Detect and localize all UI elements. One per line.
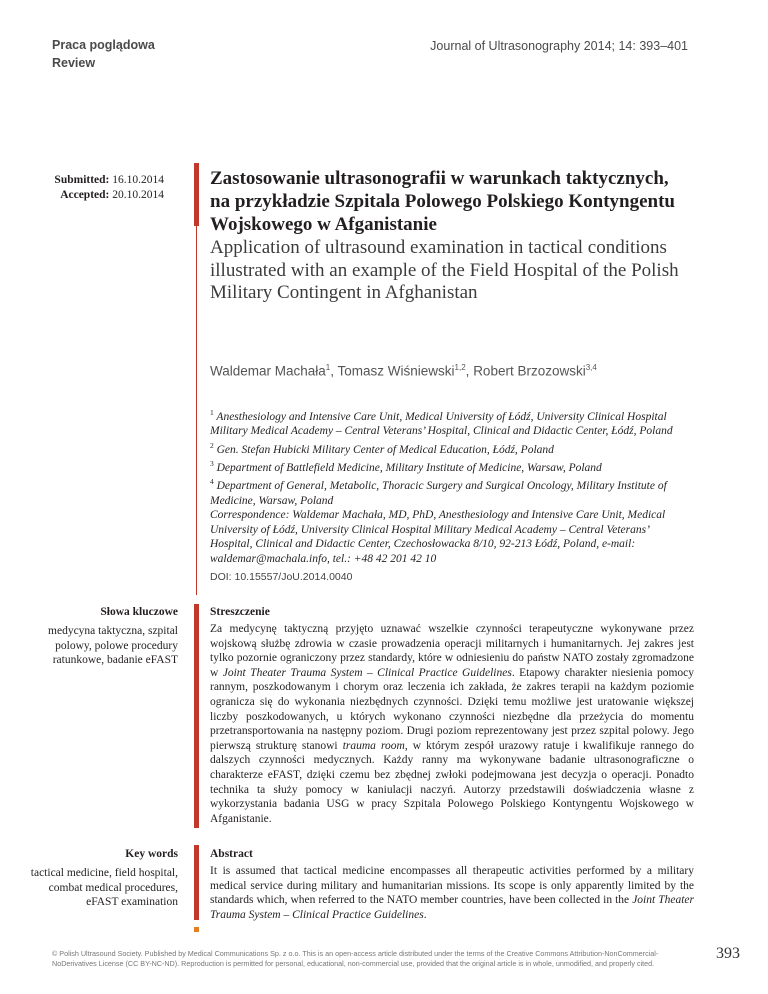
abstract-text: It is assumed that tactical medicine encompasses all therapeutic activities performed by a military medical service during military and humanitarian missions. Its scope is only apparently limited by the standards which, when referred to the NATO member countries, have been collected in the [210,865,694,907]
keywords-english: tactical medicine, field hospital, combat medical procedures, eFAST examination [30,867,178,908]
author-affiliation-marker: 1,2 [454,363,466,372]
affiliation-item [210,439,688,457]
abstract-text: , w którym zespół urazowy ratuje i kwalifikuje rannego do dalszych czynności medycznych. Każdy ranny ma wykonywane badanie ultrasonograficzne o charakterze eFAST, dzięki czemu bez zbędnej zwłoki podejmowana jest decyzja o operacji. Ponadto technika ta służy pomocy w kaniulacji naczyń. Autorzy przedstawili doświadczenia własne z wykorzystania badania USG w pracy Szpitala Polowego Polskiego Kontyngentu Wojskowego w Afganistanie. [210,739,694,825]
accepted-value: 20.10.2014 [112,188,164,201]
abstract-text: . Etapowy charakter niesienia pomocy rannym, poszkodowanym i chorym oraz leczenia ich zakłada, że zakres terapii na każdym poziomie ogranicza się do wykonania niezbędnych czynności. Dzięki temu możliwe jest uratowanie większej liczby poszkodowanych, u których wykonano czynności niezbędne dla przeżycia do momentu przetransportowania na następny poziom. Drugi poziom reprezentowany jest przez szpital polowy. Jego pierwszą strukturę stanowi [210,666,695,752]
continuation-marker [194,927,199,932]
correspondence: Correspondence: Waldemar Machała, MD, PhD, Anesthesiology and Intensive Care Unit, Medical University of Łódź, University Clinical Hospital Military Medical Academy – Central Veterans’ Hospital, Clinical and Didactic Center, Czechosłowacka 8/10, 92-213 Łódź, Poland, e-mail: waldemar@machala.info, tel.: +48 42 201 42 10 [210,509,666,565]
affiliation-text: Department of Battlefield Medicine, Military Institute of Medicine, Warsaw, Poland [213,461,602,474]
affiliation-item [210,457,688,475]
abstract-english [210,864,694,922]
author-name: Tomasz Wiśniewski [337,363,455,379]
title-accent-line [196,226,197,595]
title-accent-bar [194,163,199,226]
abstract-english-accent-bar [194,845,199,920]
abstract-polish-heading: Streszczenie [210,606,270,618]
abstract-polish-accent-bar [194,604,199,828]
author-list [210,363,597,379]
affiliation-number: 1 [210,408,214,417]
affiliation-number: 2 [210,440,214,450]
affiliation-item [210,475,688,508]
keywords-english-heading: Key words [125,848,178,860]
submitted-value: 16.10.2014 [112,174,164,186]
accepted-date [30,188,164,203]
title-english: Application of ultrasound examination in tactical conditions illustrated with an example of the Field Hospital of the Polish Military Contingent in Afghanistan [210,237,679,303]
page-number: 393 [716,945,740,962]
keywords-polish: medycyna taktyczna, szpital polowy, polowe procedury ratunkowe, badanie eFAST [48,625,178,666]
keywords-polish-heading: Słowa kluczowe [100,606,178,618]
doi: DOI: 10.15557/JoU.2014.0040 [210,571,353,583]
author-affiliation-marker: 1 [325,363,331,372]
abstract-text: Za medycynę taktyczną przyjęto uznawać wszelkie czynności terapeutyczne wykonywane przez wojskową służbę zdrowia w czasie prowadzenia operacji militarnych i humanitarnych. Jej zakres jest tylko pozornie ograniczony przez standardy, które w odniesieniu do państw NATO zostały zgromadzone w [210,623,694,679]
affiliation-item [210,406,688,439]
affiliations [210,406,688,566]
license-notice: © Polish Ultrasound Society. Published by Medical Communications Sp. z o.o. This is an open-access article distributed under the terms of the Creative Commons Attribution-NonCommercial-NoDerivatives License (CC BY-NC-ND). Reproduction is permitted for personal, educational, non-commercial use, provided that the original article is in whole, unmodified, and properly cited. [52,949,659,968]
affiliation-text: Gen. Stefan Hubicki Military Center of Medical Education, Łódź, Poland [213,443,554,456]
submission-dates [30,173,164,202]
submitted-date [30,173,164,188]
abstract-italic-text: Joint Theater Trauma System – Clinical Practice Guidelines [210,894,694,921]
abstract-italic-text: Joint Theater Trauma System – Clinical Practice Guidelines [222,666,512,679]
article-type-en: Review [52,56,96,70]
journal-reference: Journal of Ultrasonography 2014; 14: 393–401 [430,39,688,53]
author-separator: , [330,363,338,379]
article-type-pl: Praca poglądowa [52,38,155,52]
abstract-text: . [423,908,427,921]
title-polish: Zastosowanie ultrasonografii w warunkach taktycznych, na przykładzie Szpitala Polowego Polskiego Kontyngentu Wojskowego w Afganistanie [210,168,675,235]
affiliation-number: 4 [210,477,214,487]
accepted-label: Accepted: [60,188,110,201]
author-name: Waldemar Machała [210,363,326,379]
article-type [52,36,155,72]
author-name: Robert Brzozowski [473,363,586,379]
author-separator: , [465,363,474,379]
affiliation-text: Department of General, Metabolic, Thoracic Surgery and Surgical Oncology, Military Institute of Medicine, Warsaw, Poland [210,480,667,507]
abstract-english-heading: Abstract [210,848,253,860]
author-affiliation-marker: 3,4 [585,363,597,372]
submitted-label: Submitted: [54,174,110,186]
affiliation-text: Anesthesiology and Intensive Care Unit, Medical University of Łódź, University Clinical Hospital Military Medical Academy – Central Veterans’ Hospital, Clinical and Didactic Center, Łódź, Poland [210,410,673,438]
abstract-polish [210,622,694,826]
affiliation-number: 3 [210,459,214,469]
abstract-italic-text: trauma room [342,739,405,752]
